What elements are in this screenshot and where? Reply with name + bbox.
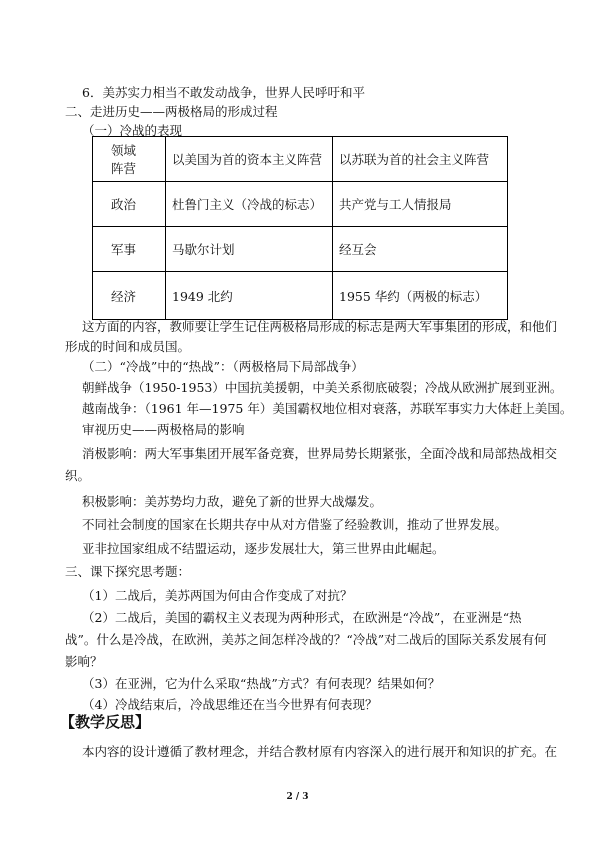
- corner-label-camp: 阵营: [111, 161, 137, 176]
- header-us-camp: 以美国为首的资本主义阵营: [166, 137, 333, 182]
- question-1: （1）二战后，美苏两国为何由合作变成了对抗？: [82, 588, 353, 603]
- row-field: 政治: [93, 182, 166, 227]
- question-2-line: 影响？: [65, 654, 103, 669]
- row-ussr: 共产党与工人情报局: [333, 182, 508, 227]
- section-2-title: 二、走进历史——两极格局的形成过程: [65, 104, 278, 119]
- third-world-line: 亚非拉国家组成不结盟运动，逐步发展壮大，第三世界由此崛起。: [82, 541, 445, 556]
- row-us: 马歇尔计划: [166, 227, 333, 272]
- header-ussr-camp: 以苏联为首的社会主义阵营: [333, 137, 508, 182]
- question-2-line: （2）二战后，美国的霸权主义表现为两种形式，在欧洲是“冷战”，在亚洲是“热: [82, 610, 522, 625]
- paragraph-line: 形成的时间和成员国。: [65, 339, 191, 354]
- negative-impact-line: 消极影响：两大军事集团开展军备竞赛，世界局势长期紧张，全面冷战和局部热战相交: [82, 446, 558, 461]
- question-4: （4）冷战结束后，冷战思维还在当今世界有何表现？: [82, 697, 378, 712]
- page-number: 2 / 3: [286, 792, 309, 802]
- table-row: [93, 227, 508, 272]
- reflection-heading: 【教学反思】: [60, 713, 151, 731]
- row-ussr: 经互会: [333, 227, 508, 272]
- table-header-row: [93, 137, 508, 182]
- question-2-line: 战”。什么是冷战，在欧洲，美苏之间怎样冷战的？“冷战”对二战后的国际关系发展有何: [65, 632, 547, 647]
- corner-label-field: 领域: [111, 143, 137, 158]
- vietnam-war-line: 越南战争：（1961 年—1975 年）美国霸权地位相对衰落，苏联军事实力大体赶上美国。: [82, 401, 573, 416]
- point-6: 6．美苏实力相当不敢发动战争，世界人民呼吁和平: [82, 85, 365, 100]
- subsection-1-title: （一）冷战的表现: [82, 123, 183, 138]
- section-3-title: 三、课下探究思考题：: [65, 564, 191, 579]
- table-corner-cell: [93, 137, 166, 182]
- experience-line: 不同社会制度的国家在长期共存中从对方借鉴了经验教训，推动了世界发展。: [82, 517, 508, 532]
- question-3: （3）在亚洲，它为什么采取“热战”方式？有何表现？结果如何？: [82, 676, 441, 691]
- positive-impact-line: 积极影响：美苏势均力敌，避免了新的世界大战爆发。: [82, 494, 383, 509]
- row-field: 军事: [93, 227, 166, 272]
- table-row: [93, 272, 508, 320]
- table-row: [93, 182, 508, 227]
- row-ussr: 1955 华约（两极的标志）: [333, 272, 508, 320]
- reflection-paragraph: 本内容的设计遵循了教材理念，并结合教材原有内容深入的进行展开和知识的扩充。在: [82, 744, 558, 759]
- negative-impact-line: 织。: [65, 468, 91, 483]
- row-us: 杜鲁门主义（冷战的标志）: [166, 182, 333, 227]
- paragraph-line: 这方面的内容，教师要让学生记住两极格局形成的标志是两大军事集团的形成，和他们: [82, 319, 558, 334]
- korean-war-line: 朝鲜战争（1950-1953）中国抗美援朝，中美关系彻底破裂；冷战从欧洲扩展到亚洲。: [82, 380, 563, 395]
- cold-war-table: [92, 136, 508, 320]
- row-field: 经济: [93, 272, 166, 320]
- subsection-2-title: （二）“冷战”中的“热战”：（两极格局下局部战争）: [82, 359, 364, 374]
- review-title: 审视历史——两极格局的影响: [82, 422, 245, 437]
- row-us: 1949 北约: [166, 272, 333, 320]
